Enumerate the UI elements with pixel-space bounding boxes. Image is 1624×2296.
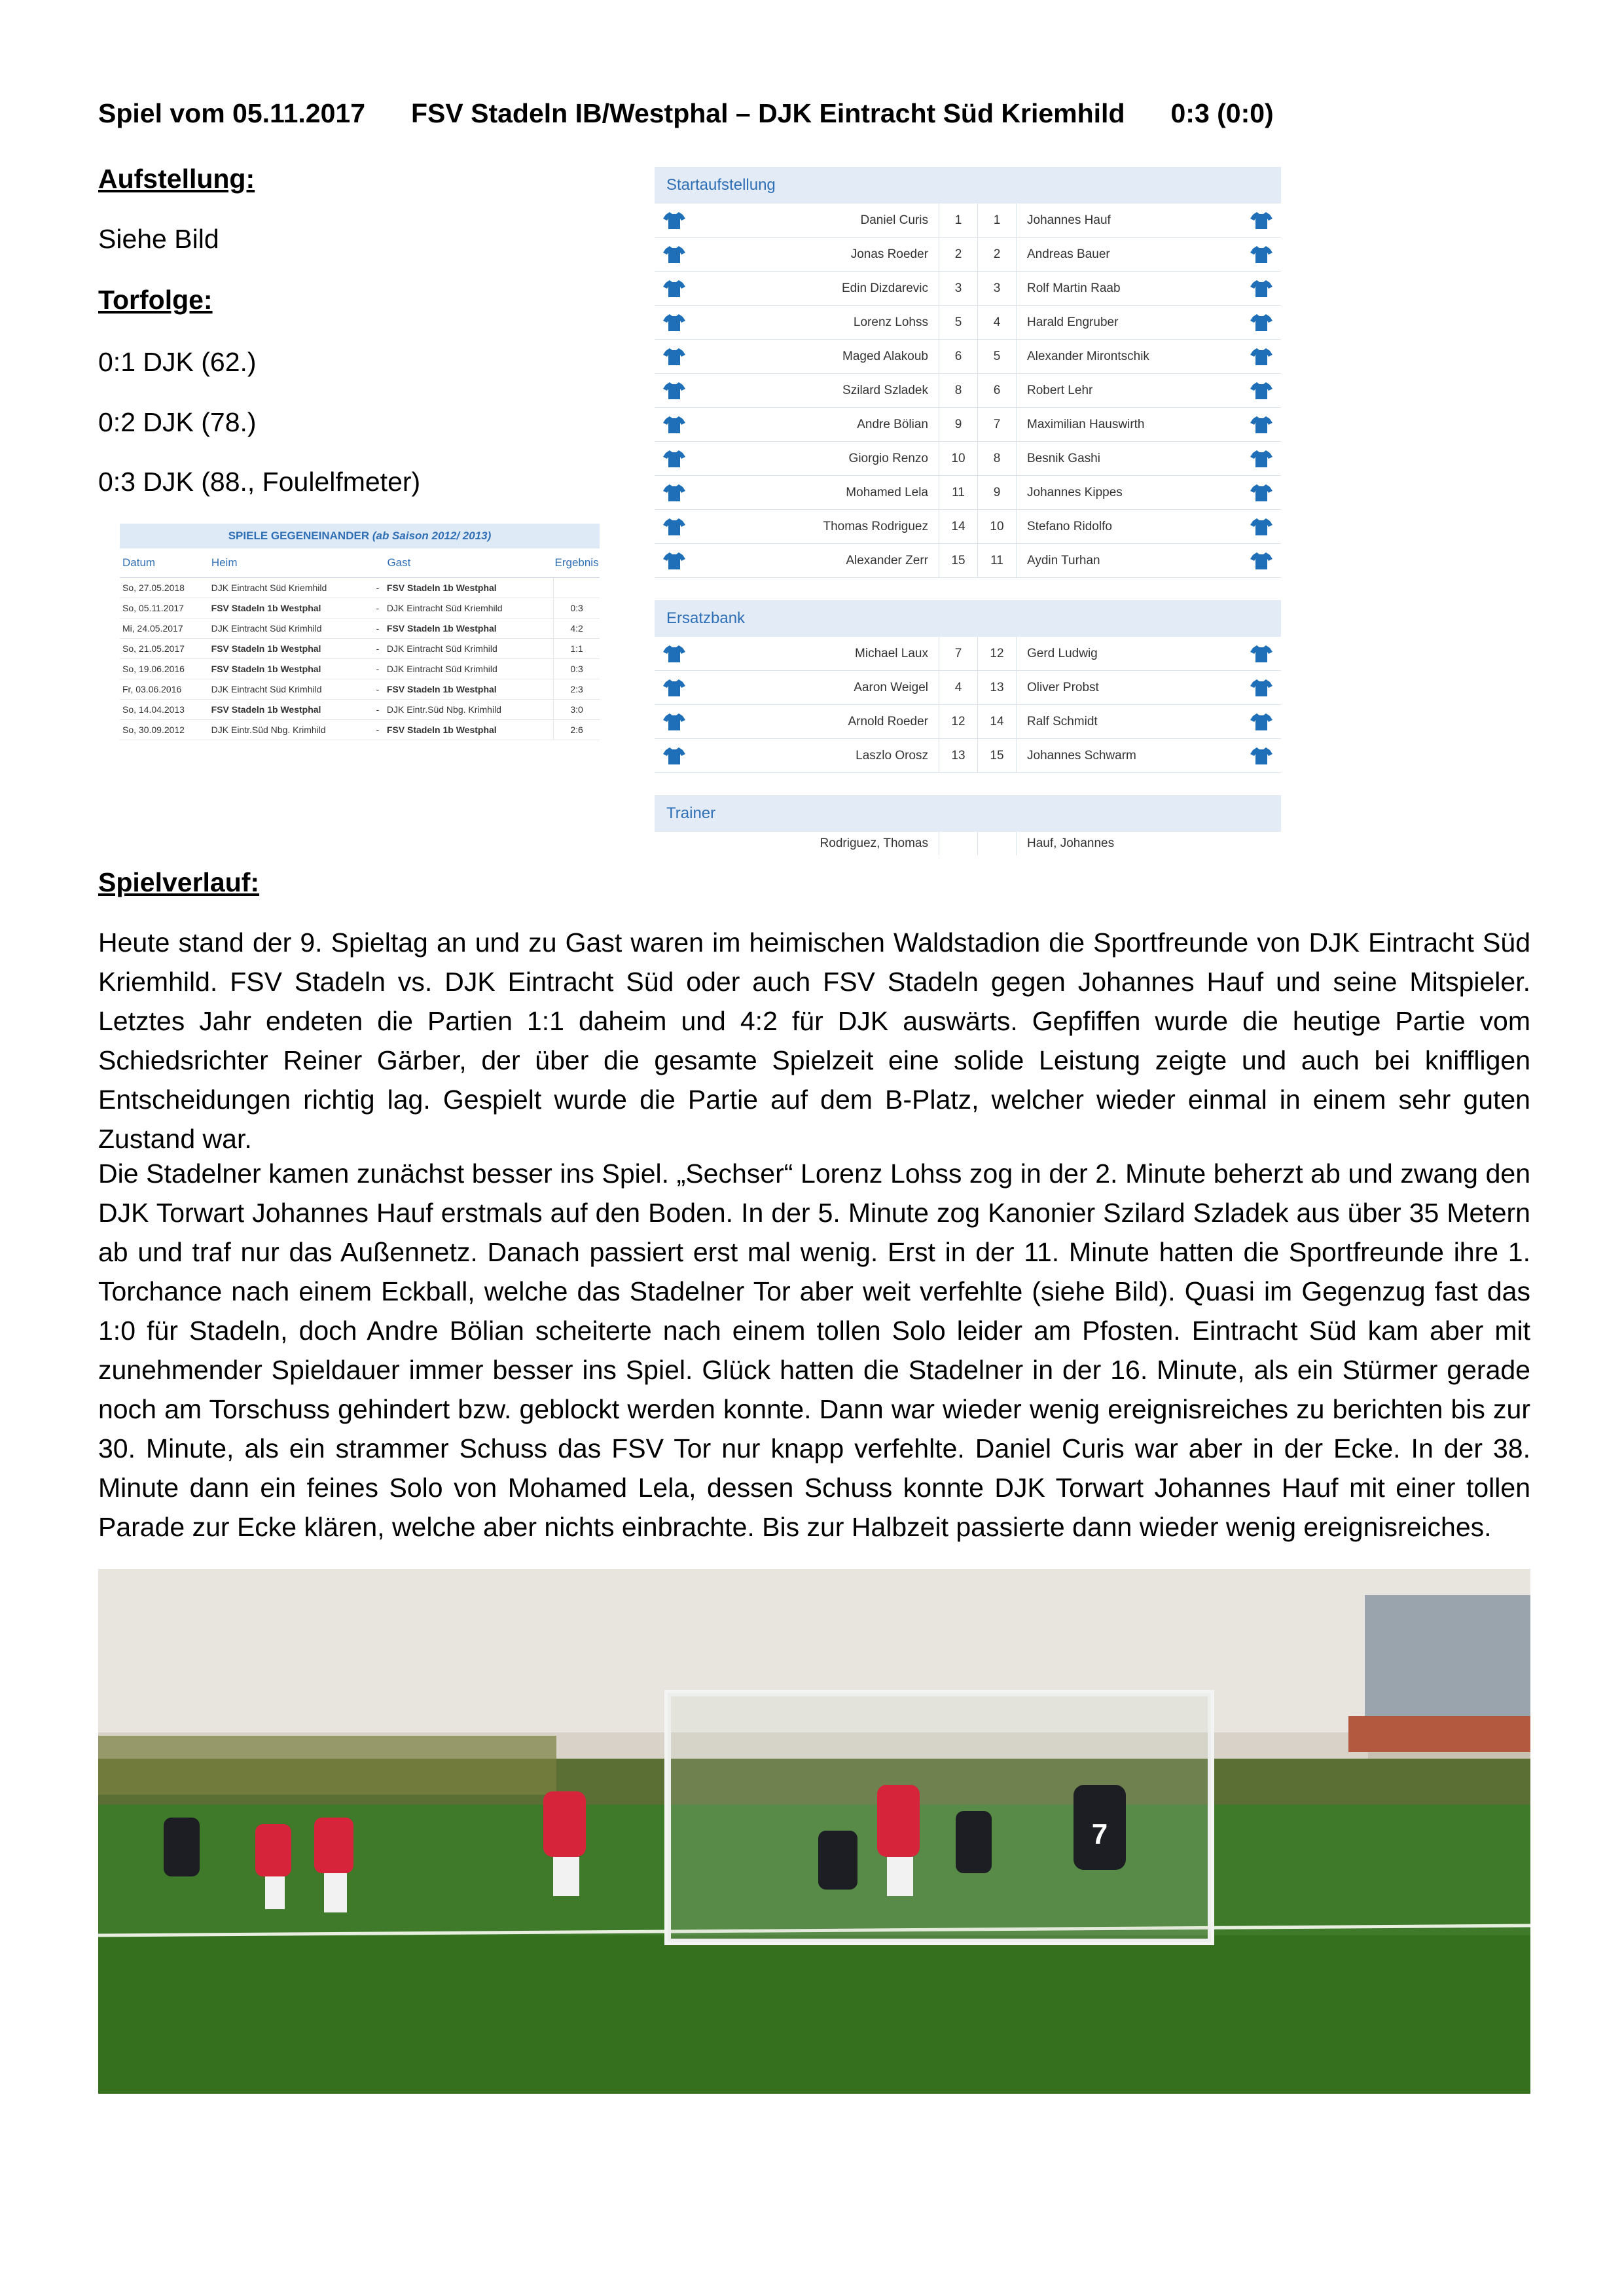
- away-player-name: Johannes Schwarm: [1027, 749, 1136, 762]
- home-player-name: Lorenz Lohss: [694, 306, 939, 339]
- h2h-sep: -: [376, 623, 380, 634]
- home-player-number: 13: [939, 739, 978, 772]
- h2h-home: FSV Stadeln 1b Westphal: [211, 664, 321, 674]
- home-player-name: Szilard Szladek: [694, 374, 939, 407]
- away-player-number: 10: [978, 510, 1017, 543]
- start-heading: Startaufstellung: [655, 167, 1281, 204]
- away-player-name: Johannes Kippes: [1027, 486, 1123, 499]
- away-player-number: 1: [978, 204, 1017, 237]
- h2h-date: Mi, 24.05.2017: [122, 623, 183, 634]
- h2h-result: [553, 578, 600, 598]
- h2h-home: DJK Eintracht Süd Kriemhild: [211, 583, 327, 593]
- away-player-name: Harald Engruber: [1027, 315, 1119, 329]
- home-player-name: Maged Alakoub: [694, 340, 939, 373]
- shirt-icon: [663, 517, 685, 537]
- shirt-icon: [663, 712, 685, 732]
- away-player-number: 11: [978, 544, 1017, 577]
- shirt-icon: [1250, 381, 1272, 401]
- away-player-number: 2: [978, 238, 1017, 271]
- h2h-row: [120, 619, 600, 639]
- home-player-number: 14: [939, 510, 978, 543]
- shirt-icon: [663, 678, 685, 698]
- h2h-home: FSV Stadeln 1b Westphal: [211, 643, 321, 654]
- home-player-name: Aaron Weigel: [694, 671, 939, 704]
- h2h-sep: -: [376, 603, 380, 613]
- h2h-date: So, 19.06.2016: [122, 664, 185, 674]
- shirt-icon: [663, 245, 685, 264]
- away-player-number: 12: [978, 637, 1017, 670]
- h2h-result: 2:6: [553, 720, 600, 740]
- h2h-col-gast: Gast: [387, 556, 411, 569]
- home-player-number: 6: [939, 340, 978, 373]
- goal-3: 0:3 DJK (88., Foulelfmeter): [98, 467, 421, 497]
- h2h-result: 2:3: [553, 679, 600, 699]
- home-player-name: Alexander Zerr: [694, 544, 939, 577]
- home-player-name: Edin Dizdarevic: [694, 272, 939, 305]
- lineup-row: [655, 306, 1281, 340]
- away-player-name: Ralf Schmidt: [1027, 715, 1098, 728]
- home-player-name: Daniel Curis: [694, 204, 939, 237]
- trainer-home: Rodriguez, Thomas: [694, 832, 939, 855]
- h2h-home: FSV Stadeln 1b Westphal: [211, 704, 321, 715]
- away-player-name: Rolf Martin Raab: [1027, 281, 1121, 295]
- aufstellung-heading: Aufstellung:: [98, 164, 255, 194]
- shirt-icon: [1250, 449, 1272, 469]
- away-player-number: 7: [978, 408, 1017, 441]
- shirt-icon: [1250, 746, 1272, 766]
- goal-2: 0:2 DJK (78.): [98, 407, 257, 437]
- shirt-icon: [663, 381, 685, 401]
- home-player-number: 15: [939, 544, 978, 577]
- h2h-home: FSV Stadeln 1b Westphal: [211, 603, 321, 613]
- match-date: Spiel vom 05.11.2017: [98, 98, 365, 128]
- h2h-col-datum: Datum: [122, 556, 156, 569]
- paragraph-2: Die Stadelner kamen zunächst besser ins Spiel. „Sechser“ Lorenz Lohss zog in der 2. Minute beherzt ab und zwang den DJK Torwart Johannes Hauf erstmals auf den Boden. In der 5. Minute zog Kanonier Szilard Szladek aus über 35 Metern ab und traf nur das Außennetz. Danach passiert erst mal wenig. Erst in der 11. Minute hatten die Sportfreunde ihre 1. Torchance nach einem Eckball, welche das Stadelner Tor aber weit verfehlte (siehe Bild). Quasi im Gegenzug fast das 1:0 für Stadeln, doch Andre Bölian scheiterte nach einem tollen Solo leider am Pfosten. Eintracht Süd kam aber mit zunehmender Spieldauer immer besser ins Spiel. Glück hatten die Stadelner in der 16. Minute, als ein Stürmer gerade noch am Torschuss gehindert bzw. geblockt werden konnte. Dann war wieder wenig ereignisreiches zu berichten bis zur 30. Minute, als ein strammer Schuss das FSV Tor nur knapp verfehlte. Daniel Curis war aber in der Ecke. In der 38. Minute dann ein feines Solo von Mohamed Lela, dessen Schuss konnte DJK Torwart Johannes Hauf mit einer tollen Parade zur Ecke klären, welche aber nichts einbrachte. Bis zur Halbzeit passierte dann wieder wenig ereignisreiches.: [98, 1158, 1530, 1542]
- lineup-row: [655, 510, 1281, 544]
- away-player-name: Robert Lehr: [1027, 384, 1093, 397]
- h2h-sep: -: [376, 684, 380, 694]
- shirt-icon: [663, 313, 685, 332]
- h2h-home: DJK Eintr.Süd Nbg. Krimhild: [211, 725, 326, 735]
- shirt-icon: [663, 347, 685, 367]
- spielverlauf-heading: Spielverlauf:: [98, 867, 260, 897]
- home-player-name: Jonas Roeder: [694, 238, 939, 271]
- shirt-icon: [663, 279, 685, 298]
- shirt-icon: [1250, 415, 1272, 435]
- away-player-name: Oliver Probst: [1027, 681, 1099, 694]
- away-player-name: Johannes Hauf: [1027, 213, 1111, 227]
- bench-row: [655, 739, 1281, 773]
- away-player-number: 15: [978, 739, 1017, 772]
- torfolge-heading: Torfolge:: [98, 285, 213, 315]
- home-player-name: Mohamed Lela: [694, 476, 939, 509]
- h2h-header-row: [120, 548, 600, 578]
- home-player-name: Michael Laux: [694, 637, 939, 670]
- h2h-away: DJK Eintr.Süd Nbg. Krimhild: [386, 704, 501, 715]
- home-player-number: 8: [939, 374, 978, 407]
- home-player-number: 3: [939, 272, 978, 305]
- h2h-date: So, 27.05.2018: [122, 583, 185, 593]
- lineup-row: [655, 272, 1281, 306]
- away-player-name: Stefano Ridolfo: [1027, 520, 1112, 533]
- head-to-head-table: [120, 524, 600, 740]
- shirt-icon: [1250, 551, 1272, 571]
- trainer-row: [655, 832, 1281, 855]
- away-player-number: 13: [978, 671, 1017, 704]
- shirt-icon: [663, 449, 685, 469]
- home-player-name: Laszlo Orosz: [694, 739, 939, 772]
- shirt-icon: [663, 483, 685, 503]
- h2h-home: DJK Eintracht Süd Krimhild: [211, 623, 322, 634]
- away-player-name: Gerd Ludwig: [1027, 647, 1098, 660]
- shirt-icon: [1250, 712, 1272, 732]
- h2h-col-heim: Heim: [211, 556, 238, 569]
- home-player-number: 1: [939, 204, 978, 237]
- shirt-icon: [663, 415, 685, 435]
- home-player-number: 10: [939, 442, 978, 475]
- shirt-icon: [663, 211, 685, 230]
- shirt-icon: [1250, 483, 1272, 503]
- bench-heading: Ersatzbank: [655, 600, 1281, 637]
- aufstellung-text: Siehe Bild: [98, 224, 219, 254]
- home-player-number: 7: [939, 637, 978, 670]
- h2h-away: FSV Stadeln 1b Westphal: [386, 684, 497, 694]
- h2h-row: [120, 700, 600, 720]
- shirt-icon: [1250, 644, 1272, 664]
- h2h-date: So, 21.05.2017: [122, 643, 185, 654]
- lineup-row: [655, 544, 1281, 578]
- home-player-name: Andre Bölian: [694, 408, 939, 441]
- home-player-name: Giorgio Renzo: [694, 442, 939, 475]
- away-player-number: 9: [978, 476, 1017, 509]
- shirt-icon: [663, 644, 685, 664]
- h2h-result: 4:2: [553, 619, 600, 638]
- shirt-icon: [663, 551, 685, 571]
- lineup-row: [655, 238, 1281, 272]
- lineup-row: [655, 408, 1281, 442]
- shirt-icon: [1250, 517, 1272, 537]
- bench-row: [655, 705, 1281, 739]
- h2h-row: [120, 639, 600, 659]
- match-photo: [98, 1569, 1530, 2094]
- h2h-date: So, 14.04.2013: [122, 704, 185, 715]
- h2h-date: So, 05.11.2017: [122, 603, 184, 613]
- h2h-row: [120, 720, 600, 740]
- home-player-number: 12: [939, 705, 978, 738]
- paragraph-1: Heute stand der 9. Spieltag an und zu Gast waren im heimischen Waldstadion die Sportfreunde von DJK Eintracht Süd Kriemhild. FSV Stadeln vs. DJK Eintracht Süd oder auch FSV Stadeln gegen Johannes Hauf und seine Mitspieler. Letztes Jahr endeten die Partien 1:1 daheim und 4:2 für DJK auswärts. Gepfiffen wurde die heutige Partie vom Schiedsrichter Reiner Gärber, der über die gesamte Spielzeit eine solide Leistung zeigte und auch bei kniffligen Entscheidungen richtig lag. Gespielt wurde die Partie auf dem B-Platz, welcher wieder einmal in einem sehr guten Zustand war.: [98, 927, 1530, 1154]
- lineup-row: [655, 340, 1281, 374]
- h2h-title-note: (ab Saison 2012/ 2013): [372, 529, 492, 542]
- away-player-number: 4: [978, 306, 1017, 339]
- lineup-row: [655, 204, 1281, 238]
- h2h-col-ergebnis: Ergebnis: [554, 556, 599, 569]
- match-header: [98, 98, 1274, 129]
- home-player-number: 4: [939, 671, 978, 704]
- away-player-number: 8: [978, 442, 1017, 475]
- h2h-away: FSV Stadeln 1b Westphal: [386, 583, 497, 593]
- away-player-name: Maximilian Hauswirth: [1027, 418, 1145, 431]
- home-player-number: 2: [939, 238, 978, 271]
- h2h-sep: -: [376, 704, 380, 715]
- shirt-icon: [1250, 347, 1272, 367]
- away-player-number: 5: [978, 340, 1017, 373]
- h2h-sep: -: [376, 643, 380, 654]
- away-player-number: 3: [978, 272, 1017, 305]
- home-player-number: 11: [939, 476, 978, 509]
- h2h-row: [120, 679, 600, 700]
- lineup-row: [655, 442, 1281, 476]
- trainer-away: Hauf, Johannes: [1027, 836, 1115, 850]
- h2h-away: DJK Eintracht Süd Krimhild: [386, 643, 497, 654]
- trainer-heading: Trainer: [655, 795, 1281, 832]
- shirt-icon: [663, 746, 685, 766]
- h2h-home: DJK Eintracht Süd Krimhild: [211, 684, 322, 694]
- lineup-row: [655, 476, 1281, 510]
- home-player-number: 5: [939, 306, 978, 339]
- home-player-name: Arnold Roeder: [694, 705, 939, 738]
- home-player-number: 9: [939, 408, 978, 441]
- bench-row: [655, 671, 1281, 705]
- shirt-icon: [1250, 211, 1272, 230]
- h2h-away: FSV Stadeln 1b Westphal: [386, 623, 497, 634]
- h2h-sep: -: [376, 583, 380, 593]
- bench-row: [655, 637, 1281, 671]
- match-score: 0:3 (0:0): [1170, 98, 1274, 128]
- away-player-name: Alexander Mirontschik: [1027, 350, 1149, 363]
- away-player-number: 6: [978, 374, 1017, 407]
- match-teams: FSV Stadeln IB/Westphal – DJK Eintracht Süd Kriemhild: [411, 98, 1125, 128]
- h2h-title: SPIELE GEGENEINANDER (ab Saison 2012/ 2013): [120, 524, 600, 548]
- away-player-name: Andreas Bauer: [1027, 247, 1110, 261]
- jersey-number: 7: [1091, 1818, 1108, 1850]
- h2h-date: Fr, 03.06.2016: [122, 684, 182, 694]
- away-player-name: Besnik Gashi: [1027, 452, 1100, 465]
- away-player-name: Aydin Turhan: [1027, 554, 1100, 567]
- goal-1: 0:1 DJK (62.): [98, 347, 257, 377]
- shirt-icon: [1250, 313, 1272, 332]
- shirt-icon: [1250, 279, 1272, 298]
- h2h-away: FSV Stadeln 1b Westphal: [386, 725, 497, 735]
- h2h-sep: -: [376, 664, 380, 674]
- h2h-result: 1:1: [553, 639, 600, 658]
- h2h-row: [120, 598, 600, 619]
- h2h-away: DJK Eintracht Süd Krimhild: [386, 664, 497, 674]
- h2h-date: So, 30.09.2012: [122, 725, 185, 735]
- lineup-panel: [655, 167, 1281, 855]
- shirt-icon: [1250, 678, 1272, 698]
- h2h-sep: -: [376, 725, 380, 735]
- home-player-name: Thomas Rodriguez: [694, 510, 939, 543]
- h2h-result: 3:0: [553, 700, 600, 719]
- h2h-result: 0:3: [553, 659, 600, 679]
- h2h-away: DJK Eintracht Süd Kriemhild: [386, 603, 503, 613]
- h2h-row: [120, 659, 600, 679]
- away-player-number: 14: [978, 705, 1017, 738]
- shirt-icon: [1250, 245, 1272, 264]
- h2h-row: [120, 578, 600, 598]
- h2h-result: 0:3: [553, 598, 600, 618]
- lineup-row: [655, 374, 1281, 408]
